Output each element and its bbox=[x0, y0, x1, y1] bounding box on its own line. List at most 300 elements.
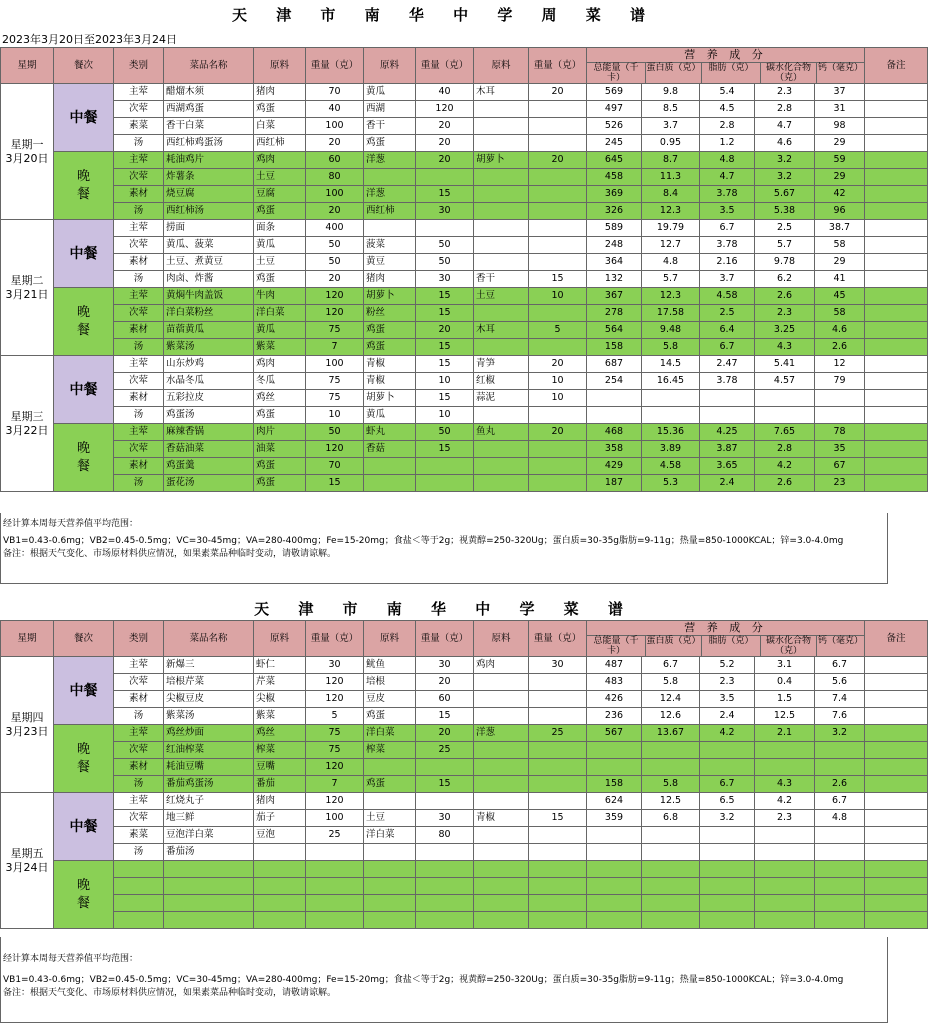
calcium-value: 29 bbox=[815, 169, 865, 186]
material-2: 洋葱 bbox=[364, 152, 416, 169]
weekday-cell bbox=[1, 220, 54, 356]
header-energy: 总能量（千卡） bbox=[587, 636, 646, 656]
protein-value: 12.4 bbox=[642, 691, 700, 708]
material-3 bbox=[474, 305, 529, 322]
fat-value bbox=[700, 390, 755, 407]
carb-value: 0.4 bbox=[755, 674, 815, 691]
weight-1: 70 bbox=[306, 458, 364, 475]
remark-cell bbox=[865, 759, 928, 776]
material-1 bbox=[254, 878, 306, 895]
notes-heading: 经计算本周每天营养值平均范围： bbox=[3, 954, 139, 964]
fat-value: 5.4 bbox=[700, 84, 755, 101]
carb-value: 3.2 bbox=[755, 169, 815, 186]
weight-2: 40 bbox=[416, 84, 474, 101]
category-cell: 次荤 bbox=[114, 305, 164, 322]
material-1: 榨菜 bbox=[254, 742, 306, 759]
category-cell bbox=[114, 912, 164, 929]
header-remark: 备注 bbox=[865, 48, 928, 84]
category-cell: 汤 bbox=[114, 708, 164, 725]
fat-value: 3.65 bbox=[700, 458, 755, 475]
category-cell: 汤 bbox=[114, 135, 164, 152]
meal-dinner bbox=[54, 424, 114, 492]
remark-cell bbox=[865, 135, 928, 152]
calcium-value: 5.6 bbox=[815, 674, 865, 691]
protein-value: 15.36 bbox=[642, 424, 700, 441]
weight-1: 40 bbox=[306, 101, 364, 118]
dish-name: 苗蓿黄瓜 bbox=[164, 322, 254, 339]
weight-2: 20 bbox=[416, 322, 474, 339]
table-row bbox=[1, 725, 928, 742]
weight-1: 100 bbox=[306, 186, 364, 203]
weight-3: 10 bbox=[529, 288, 587, 305]
material-3 bbox=[474, 742, 529, 759]
category-cell: 主荤 bbox=[114, 725, 164, 742]
weight-3 bbox=[529, 305, 587, 322]
material-1: 鸡蛋 bbox=[254, 407, 306, 424]
fat-value bbox=[700, 912, 755, 929]
dish-name: 耗油豆嘴 bbox=[164, 759, 254, 776]
material-2: 西红柿 bbox=[364, 203, 416, 220]
material-3: 红椒 bbox=[474, 373, 529, 390]
weight-2 bbox=[416, 861, 474, 878]
energy-value: 187 bbox=[587, 475, 642, 492]
category-cell: 主荤 bbox=[114, 356, 164, 373]
energy-value: 369 bbox=[587, 186, 642, 203]
meal-dinner-label: 晚餐 bbox=[76, 741, 90, 775]
energy-value: 687 bbox=[587, 356, 642, 373]
material-1: 紫菜 bbox=[254, 708, 306, 725]
remark-cell bbox=[865, 776, 928, 793]
energy-value bbox=[587, 827, 642, 844]
protein-value: 6.8 bbox=[642, 810, 700, 827]
meal-lunch: 中餐 bbox=[54, 657, 114, 725]
dish-name: 洋白菜粉丝 bbox=[164, 305, 254, 322]
material-2: 香干 bbox=[364, 118, 416, 135]
notes-remark: 备注：根据天气变化、市场原材料供应情况，如果素菜品种临时变动，请敬请谅解。 bbox=[3, 549, 337, 559]
header-weight-3: 重量（克） bbox=[529, 621, 587, 657]
energy-value: 359 bbox=[587, 810, 642, 827]
material-1: 鸡蛋 bbox=[254, 458, 306, 475]
material-3 bbox=[474, 118, 529, 135]
energy-value bbox=[587, 912, 642, 929]
material-3: 鸡肉 bbox=[474, 657, 529, 674]
weight-2: 15 bbox=[416, 390, 474, 407]
weight-2: 15 bbox=[416, 288, 474, 305]
weight-3: 5 bbox=[529, 322, 587, 339]
header-weight-2: 重量（克） bbox=[416, 621, 474, 657]
dish-name: 紫菜汤 bbox=[164, 708, 254, 725]
energy-value bbox=[587, 878, 642, 895]
material-2: 洋葱 bbox=[364, 186, 416, 203]
protein-value bbox=[642, 861, 700, 878]
carb-value: 1.5 bbox=[755, 691, 815, 708]
fat-value: 5.2 bbox=[700, 657, 755, 674]
weight-3 bbox=[529, 407, 587, 424]
category-cell: 汤 bbox=[114, 475, 164, 492]
weight-3: 15 bbox=[529, 271, 587, 288]
notes-remark: 备注：根据天气变化、市场原材料供应情况，如果素菜品种临时变动，请敬请谅解。 bbox=[3, 988, 337, 998]
protein-value bbox=[642, 895, 700, 912]
material-2: 豆皮 bbox=[364, 691, 416, 708]
weight-2: 15 bbox=[416, 441, 474, 458]
calcium-value: 6.7 bbox=[815, 793, 865, 810]
weight-1: 120 bbox=[306, 288, 364, 305]
remark-cell bbox=[865, 254, 928, 271]
material-2: 青椒 bbox=[364, 373, 416, 390]
remark-cell bbox=[865, 810, 928, 827]
weight-1 bbox=[306, 878, 364, 895]
fat-value: 3.78 bbox=[700, 186, 755, 203]
weight-1: 120 bbox=[306, 674, 364, 691]
protein-value: 12.3 bbox=[642, 203, 700, 220]
remark-cell bbox=[865, 878, 928, 895]
calcium-value: 12 bbox=[815, 356, 865, 373]
material-3 bbox=[474, 793, 529, 810]
calcium-value: 96 bbox=[815, 203, 865, 220]
table-row bbox=[1, 827, 928, 844]
carb-value: 7.65 bbox=[755, 424, 815, 441]
dish-name: 尖椒豆皮 bbox=[164, 691, 254, 708]
table-row bbox=[1, 793, 928, 810]
material-1: 鸡蛋 bbox=[254, 203, 306, 220]
category-cell bbox=[114, 878, 164, 895]
weight-3 bbox=[529, 254, 587, 271]
remark-cell bbox=[865, 339, 928, 356]
protein-value: 4.58 bbox=[642, 458, 700, 475]
energy-value bbox=[587, 759, 642, 776]
protein-value: 6.7 bbox=[642, 657, 700, 674]
meal-dinner bbox=[54, 152, 114, 220]
energy-value bbox=[587, 844, 642, 861]
weekday-date: 3月20日 bbox=[5, 151, 49, 165]
header-material-3: 原料 bbox=[474, 621, 529, 657]
carb-value: 4.6 bbox=[755, 135, 815, 152]
category-cell: 次荤 bbox=[114, 742, 164, 759]
dish-name: 五彩拉皮 bbox=[164, 390, 254, 407]
material-2: 西湖 bbox=[364, 101, 416, 118]
carb-value: 2.5 bbox=[755, 220, 815, 237]
category-cell: 素材 bbox=[114, 254, 164, 271]
weight-1: 75 bbox=[306, 742, 364, 759]
calcium-value: 98 bbox=[815, 118, 865, 135]
remark-cell bbox=[865, 674, 928, 691]
weight-1: 50 bbox=[306, 254, 364, 271]
weight-3 bbox=[529, 708, 587, 725]
energy-value: 248 bbox=[587, 237, 642, 254]
header-dish: 菜品名称 bbox=[164, 621, 254, 657]
protein-value: 5.8 bbox=[642, 674, 700, 691]
carb-value: 2.6 bbox=[755, 475, 815, 492]
material-2: 鸡蛋 bbox=[364, 776, 416, 793]
material-2: 黄瓜 bbox=[364, 407, 416, 424]
header-material-2: 原料 bbox=[364, 621, 416, 657]
weekday-date: 3月22日 bbox=[5, 423, 49, 437]
material-2: 洋白菜 bbox=[364, 725, 416, 742]
fat-value: 2.4 bbox=[700, 708, 755, 725]
remark-cell bbox=[865, 84, 928, 101]
material-1: 番茄 bbox=[254, 776, 306, 793]
material-2 bbox=[364, 878, 416, 895]
weight-1: 25 bbox=[306, 827, 364, 844]
table-row bbox=[1, 742, 928, 759]
calcium-value: 42 bbox=[815, 186, 865, 203]
header-weight-2: 重量（克） bbox=[416, 48, 474, 84]
material-3: 鱼丸 bbox=[474, 424, 529, 441]
material-2: 胡萝卜 bbox=[364, 390, 416, 407]
protein-value: 12.3 bbox=[642, 288, 700, 305]
calcium-value: 29 bbox=[815, 254, 865, 271]
protein-value: 9.8 bbox=[642, 84, 700, 101]
header-dish: 菜品名称 bbox=[164, 48, 254, 84]
material-1: 鸡蛋 bbox=[254, 475, 306, 492]
protein-value: 13.67 bbox=[642, 725, 700, 742]
remark-cell bbox=[865, 356, 928, 373]
nutrition-notes-week2 bbox=[0, 937, 888, 1023]
weight-1: 30 bbox=[306, 657, 364, 674]
carb-value: 3.2 bbox=[755, 152, 815, 169]
carb-value bbox=[755, 844, 815, 861]
table-row bbox=[1, 84, 928, 101]
remark-cell bbox=[865, 793, 928, 810]
category-cell: 主荤 bbox=[114, 220, 164, 237]
weight-3 bbox=[529, 458, 587, 475]
category-cell: 汤 bbox=[114, 339, 164, 356]
table-row bbox=[1, 475, 928, 492]
dish-name: 捞面 bbox=[164, 220, 254, 237]
table-row bbox=[1, 220, 928, 237]
table-row bbox=[1, 759, 928, 776]
table-row bbox=[1, 657, 928, 674]
calcium-value: 38.7 bbox=[815, 220, 865, 237]
material-1: 豆泡 bbox=[254, 827, 306, 844]
fat-value: 3.78 bbox=[700, 237, 755, 254]
material-3: 土豆 bbox=[474, 288, 529, 305]
protein-value: 17.58 bbox=[642, 305, 700, 322]
weight-2: 20 bbox=[416, 118, 474, 135]
dish-name: 蛋花汤 bbox=[164, 475, 254, 492]
table-row bbox=[1, 674, 928, 691]
material-3 bbox=[474, 441, 529, 458]
calcium-value bbox=[815, 759, 865, 776]
material-2 bbox=[364, 475, 416, 492]
calcium-value bbox=[815, 390, 865, 407]
weight-2: 50 bbox=[416, 237, 474, 254]
weight-3 bbox=[529, 101, 587, 118]
category-cell: 次荤 bbox=[114, 101, 164, 118]
material-2 bbox=[364, 895, 416, 912]
dish-name: 麻辣香锅 bbox=[164, 424, 254, 441]
header-carb: 碳水化合物（克） bbox=[761, 63, 817, 83]
calcium-value bbox=[815, 407, 865, 424]
table-row bbox=[1, 708, 928, 725]
carb-value: 4.2 bbox=[755, 458, 815, 475]
fat-value: 6.7 bbox=[700, 220, 755, 237]
weight-3 bbox=[529, 861, 587, 878]
table-row bbox=[1, 237, 928, 254]
calcium-value: 59 bbox=[815, 152, 865, 169]
material-2 bbox=[364, 861, 416, 878]
category-cell: 主荤 bbox=[114, 288, 164, 305]
weight-2: 50 bbox=[416, 424, 474, 441]
carb-value: 5.38 bbox=[755, 203, 815, 220]
remark-cell bbox=[865, 895, 928, 912]
calcium-value bbox=[815, 895, 865, 912]
weight-1: 75 bbox=[306, 373, 364, 390]
table-row bbox=[1, 691, 928, 708]
material-1: 鸡蛋 bbox=[254, 271, 306, 288]
energy-value: 358 bbox=[587, 441, 642, 458]
carb-value: 2.3 bbox=[755, 84, 815, 101]
remark-cell bbox=[865, 691, 928, 708]
category-cell: 素菜 bbox=[114, 827, 164, 844]
material-1: 茄子 bbox=[254, 810, 306, 827]
material-3 bbox=[474, 912, 529, 929]
protein-value: 8.5 bbox=[642, 101, 700, 118]
weight-2 bbox=[416, 220, 474, 237]
material-3: 蒜泥 bbox=[474, 390, 529, 407]
weight-3 bbox=[529, 793, 587, 810]
protein-value: 5.7 bbox=[642, 271, 700, 288]
energy-value: 278 bbox=[587, 305, 642, 322]
material-2: 土豆 bbox=[364, 810, 416, 827]
weight-3 bbox=[529, 135, 587, 152]
weekday-label: 星期四 bbox=[10, 710, 44, 724]
header-calcium: 钙（毫克） bbox=[817, 636, 863, 646]
carb-value: 6.2 bbox=[755, 271, 815, 288]
material-1 bbox=[254, 861, 306, 878]
table-row bbox=[1, 169, 928, 186]
weight-3 bbox=[529, 895, 587, 912]
weight-1 bbox=[306, 895, 364, 912]
energy-value: 364 bbox=[587, 254, 642, 271]
menu-table-week1 bbox=[0, 47, 928, 492]
weight-3 bbox=[529, 475, 587, 492]
fat-value: 2.5 bbox=[700, 305, 755, 322]
calcium-value: 3.2 bbox=[815, 725, 865, 742]
header-remark: 备注 bbox=[865, 621, 928, 657]
calcium-value bbox=[815, 878, 865, 895]
energy-value: 483 bbox=[587, 674, 642, 691]
remark-cell bbox=[865, 861, 928, 878]
dish-name: 黄焖牛肉盖饭 bbox=[164, 288, 254, 305]
dish-name: 番茄汤 bbox=[164, 844, 254, 861]
energy-value: 487 bbox=[587, 657, 642, 674]
weight-1: 50 bbox=[306, 237, 364, 254]
carb-value bbox=[755, 407, 815, 424]
category-cell: 次荤 bbox=[114, 674, 164, 691]
fat-value: 4.5 bbox=[700, 101, 755, 118]
material-1: 黄瓜 bbox=[254, 322, 306, 339]
energy-value: 526 bbox=[587, 118, 642, 135]
weekday-cell bbox=[1, 657, 54, 793]
menu-title-week2: 天 津 市 南 华 中 学 菜 谱 bbox=[254, 600, 635, 618]
category-cell: 汤 bbox=[114, 271, 164, 288]
dish-name: 地三鲜 bbox=[164, 810, 254, 827]
remark-cell bbox=[865, 407, 928, 424]
dish-name: 西红柿汤 bbox=[164, 203, 254, 220]
weight-3: 15 bbox=[529, 810, 587, 827]
remark-cell bbox=[865, 203, 928, 220]
fat-value: 2.47 bbox=[700, 356, 755, 373]
category-cell: 次荤 bbox=[114, 810, 164, 827]
weight-2: 10 bbox=[416, 373, 474, 390]
calcium-value: 79 bbox=[815, 373, 865, 390]
fat-value: 6.5 bbox=[700, 793, 755, 810]
dish-name: 西湖鸡蛋 bbox=[164, 101, 254, 118]
remark-cell bbox=[865, 390, 928, 407]
protein-value: 12.7 bbox=[642, 237, 700, 254]
energy-value: 624 bbox=[587, 793, 642, 810]
material-1: 尖椒 bbox=[254, 691, 306, 708]
carb-value: 9.78 bbox=[755, 254, 815, 271]
protein-value: 4.8 bbox=[642, 254, 700, 271]
material-1: 猪肉 bbox=[254, 84, 306, 101]
material-1 bbox=[254, 844, 306, 861]
carb-value: 5.7 bbox=[755, 237, 815, 254]
calcium-value: 58 bbox=[815, 305, 865, 322]
material-1: 豆腐 bbox=[254, 186, 306, 203]
dish-name: 鸡丝炒面 bbox=[164, 725, 254, 742]
material-2: 鸡蛋 bbox=[364, 322, 416, 339]
material-3 bbox=[474, 827, 529, 844]
weight-1: 100 bbox=[306, 118, 364, 135]
protein-value: 0.95 bbox=[642, 135, 700, 152]
category-cell: 主荤 bbox=[114, 657, 164, 674]
category-cell: 素菜 bbox=[114, 118, 164, 135]
meal-lunch: 中餐 bbox=[54, 84, 114, 152]
material-2: 猪肉 bbox=[364, 271, 416, 288]
weight-1: 20 bbox=[306, 135, 364, 152]
weight-3: 10 bbox=[529, 390, 587, 407]
material-1: 牛肉 bbox=[254, 288, 306, 305]
remark-cell bbox=[865, 424, 928, 441]
remark-cell bbox=[865, 373, 928, 390]
weight-2 bbox=[416, 844, 474, 861]
header-calcium: 钙（毫克） bbox=[817, 63, 863, 73]
menu-table-week2 bbox=[0, 620, 928, 929]
weight-1: 20 bbox=[306, 271, 364, 288]
dish-name: 山东炒鸡 bbox=[164, 356, 254, 373]
table-row bbox=[1, 305, 928, 322]
weight-2 bbox=[416, 169, 474, 186]
fat-value: 2.3 bbox=[700, 674, 755, 691]
header-material-1: 原料 bbox=[254, 48, 306, 84]
category-cell: 次荤 bbox=[114, 441, 164, 458]
weight-3: 20 bbox=[529, 424, 587, 441]
weight-2: 15 bbox=[416, 186, 474, 203]
weight-3 bbox=[529, 844, 587, 861]
fat-value bbox=[700, 895, 755, 912]
weight-2: 30 bbox=[416, 657, 474, 674]
dish-name: 烧豆腐 bbox=[164, 186, 254, 203]
protein-value: 12.6 bbox=[642, 708, 700, 725]
remark-cell bbox=[865, 220, 928, 237]
protein-value: 8.7 bbox=[642, 152, 700, 169]
dish-name: 豆泡洋白菜 bbox=[164, 827, 254, 844]
energy-value: 245 bbox=[587, 135, 642, 152]
material-2 bbox=[364, 169, 416, 186]
fat-value: 4.58 bbox=[700, 288, 755, 305]
energy-value: 429 bbox=[587, 458, 642, 475]
weight-1: 7 bbox=[306, 339, 364, 356]
fat-value: 1.2 bbox=[700, 135, 755, 152]
weight-3 bbox=[529, 441, 587, 458]
energy-value: 645 bbox=[587, 152, 642, 169]
weight-2 bbox=[416, 895, 474, 912]
weekday-date: 3月24日 bbox=[5, 860, 49, 874]
carb-value: 2.3 bbox=[755, 810, 815, 827]
weekday-cell bbox=[1, 84, 54, 220]
